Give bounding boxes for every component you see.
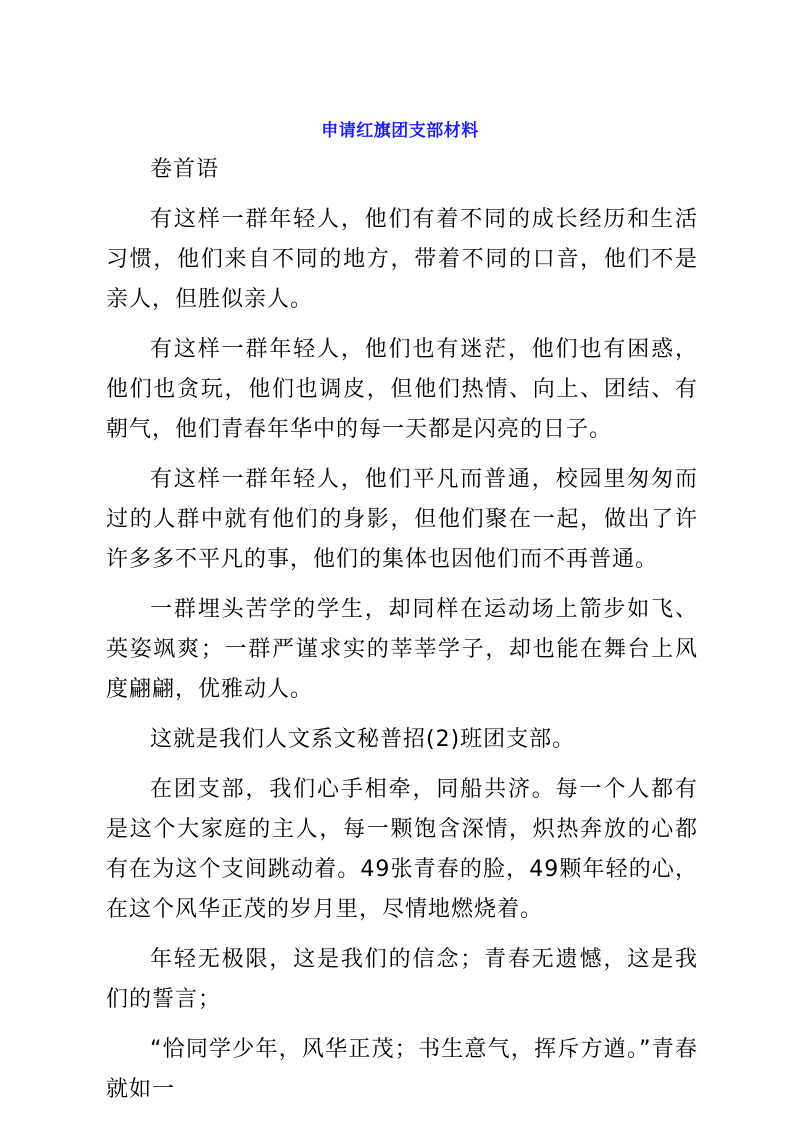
paragraph-preface-heading: 卷首语 [150,157,220,182]
paragraph: 年轻无极限，这是我们的信念；青春无遗憾，这是我们的誓言； [106,947,698,1012]
paragraph: 在团支部，我们心手相牵，同船共济。每一个人都有是这个大家庭的主人，每一颗饱含深情，炽热奔放的心都有在为这个支间跳动着。49张青春的脸，49颗年轻的心，在这个风华正茂的岁月里，尽情地燃烧着。 [106,777,698,922]
paragraph: 有这样一群年轻人，他们平凡而普通，校园里匆匆而过的人群中就有他们的身影，但他们聚在一起，做出了许许多多不平凡的事，他们的集体也因他们而不再普通。 [106,467,698,572]
paragraph: 这就是我们人文系文秘普招(2)班团支部。 [150,727,576,752]
document-title: 申请红旗团支部材料 [321,121,479,141]
paragraph: 有这样一群年轻人，他们有着不同的成长经历和生活习惯，他们来自不同的地方，带着不同的口音，他们不是亲人，但胜似亲人。 [106,207,698,312]
paragraph: 一群埋头苦学的学生，却同样在运动场上箭步如飞、英姿飒爽；一群严谨求实的莘莘学子，却也能在舞台上风度翩翩，优雅动人。 [106,597,698,702]
paragraph: 有这样一群年轻人，他们也有迷茫，他们也有困惑，他们也贪玩，他们也调皮，但他们热情、向上、团结、有朝气，他们青春年华中的每一天都是闪亮的日子。 [106,337,698,442]
paragraph: “恰同学少年，风华正茂；书生意气，挥斥方遒。”青春就如一 [106,1037,698,1102]
document-body [106,150,698,1120]
